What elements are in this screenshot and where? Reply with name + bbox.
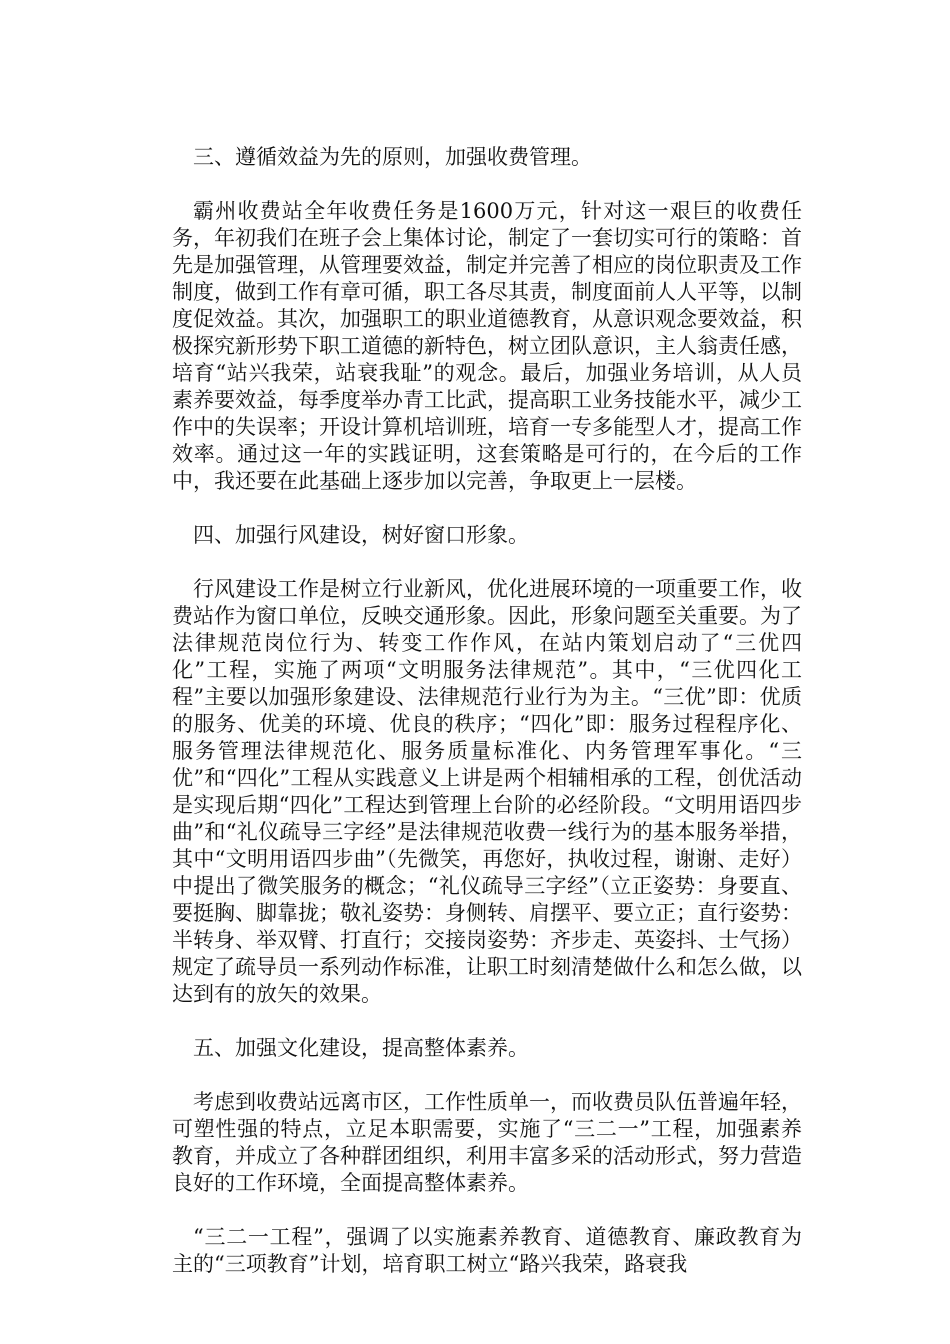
document-body xyxy=(172,144,802,1305)
paragraph-toll-management: 霸州收费站全年收费任务是1600万元，针对这一艰巨的收费任务，年初我们在班子会上集体讨论，制定了一套切实可行的策略：首先是加强管理，从管理要效益，制定并完善了相应的岗位职责及工作制度，做到工作有章可循，职工各尽其责，制度面前人人平等，以制度促效益。其次，加强职工的职业道德教育，从意识观念要效益，积极探究新形势下职工道德的新特色，树立团队意识，主人翁责任感，培育“站兴我荣，站衰我耻”的观念。最后，加强业务培训，从人员素养要效益，每季度举办青工比武，提高职工业务技能水平，减少工作中的失误率；开设计算机培训班，培育一专多能型人才，提高工作效率。通过这一年的实践证明，这套策略是可行的，在今后的工作中，我还要在此基础上逐步加以完善，争取更上一层楼。 xyxy=(172,199,802,493)
paragraph-culture-building: 考虑到收费站远离市区，工作性质单一，而收费员队伍普遍年轻，可塑性强的特点，立足本职需要，实施了“三二一”工程，加强素养教育，并成立了各种群团组织，利用丰富多采的活动形式，努力营造良好的工作环境，全面提高整体素养。 xyxy=(172,1090,802,1195)
paragraph-three-two-one-project: “三二一工程”，强调了以实施素养教育、道德教育、廉政教育为主的“三项教育”计划，培育职工树立“路兴我荣，路衰我 xyxy=(172,1225,802,1276)
paragraph-conduct-building: 行风建设工作是树立行业新风，优化进展环境的一项重要工作，收费站作为窗口单位，反映交通形象。因此，形象问题至关重要。为了法律规范岗位行为、转变工作作风，在站内策划启动了“三优四化”工程，实施了两项“文明服务法律规范”。其中，“三优四化工程”主要以加强形象建设、法律规范行业行为为主。“三优”即：优质的服务、优美的环境、优良的秩序；“四化”即：服务过程程序化、服务管理法律规范化、服务质量标准化、内务管理军事化。“三优”和“四化”工程从实践意义上讲是两个相辅相承的工程，创优活动是实现后期“四化”工程达到管理上台阶的必经阶段。“文明用语四步曲”和“礼仪疏导三字经”是法律规范收费一线行为的基本服务举措，其中“文明用语四步曲”（先微笑，再您好，执收过程，谢谢、走好）中提出了微笑服务的概念；“礼仪疏导三字经”（立正姿势：身要直、要挺胸、脚靠拢；敬礼姿势：身侧转、肩摆平、要立正；直行姿势：半转身、举双臂、打直行；交接岗姿势：齐步走、英姿抖、士气扬）规定了疏导员一系列动作标准，让职工时刻清楚做什么和怎么做，以达到有的放矢的效果。 xyxy=(172,577,802,1006)
section-heading-4: 四、加强行风建设，树好窗口形象。 xyxy=(193,523,529,547)
section-heading-5: 五、加强文化建设，提高整体素养。 xyxy=(193,1036,529,1060)
section-heading-3: 三、遵循效益为先的原则，加强收费管理。 xyxy=(193,145,592,169)
